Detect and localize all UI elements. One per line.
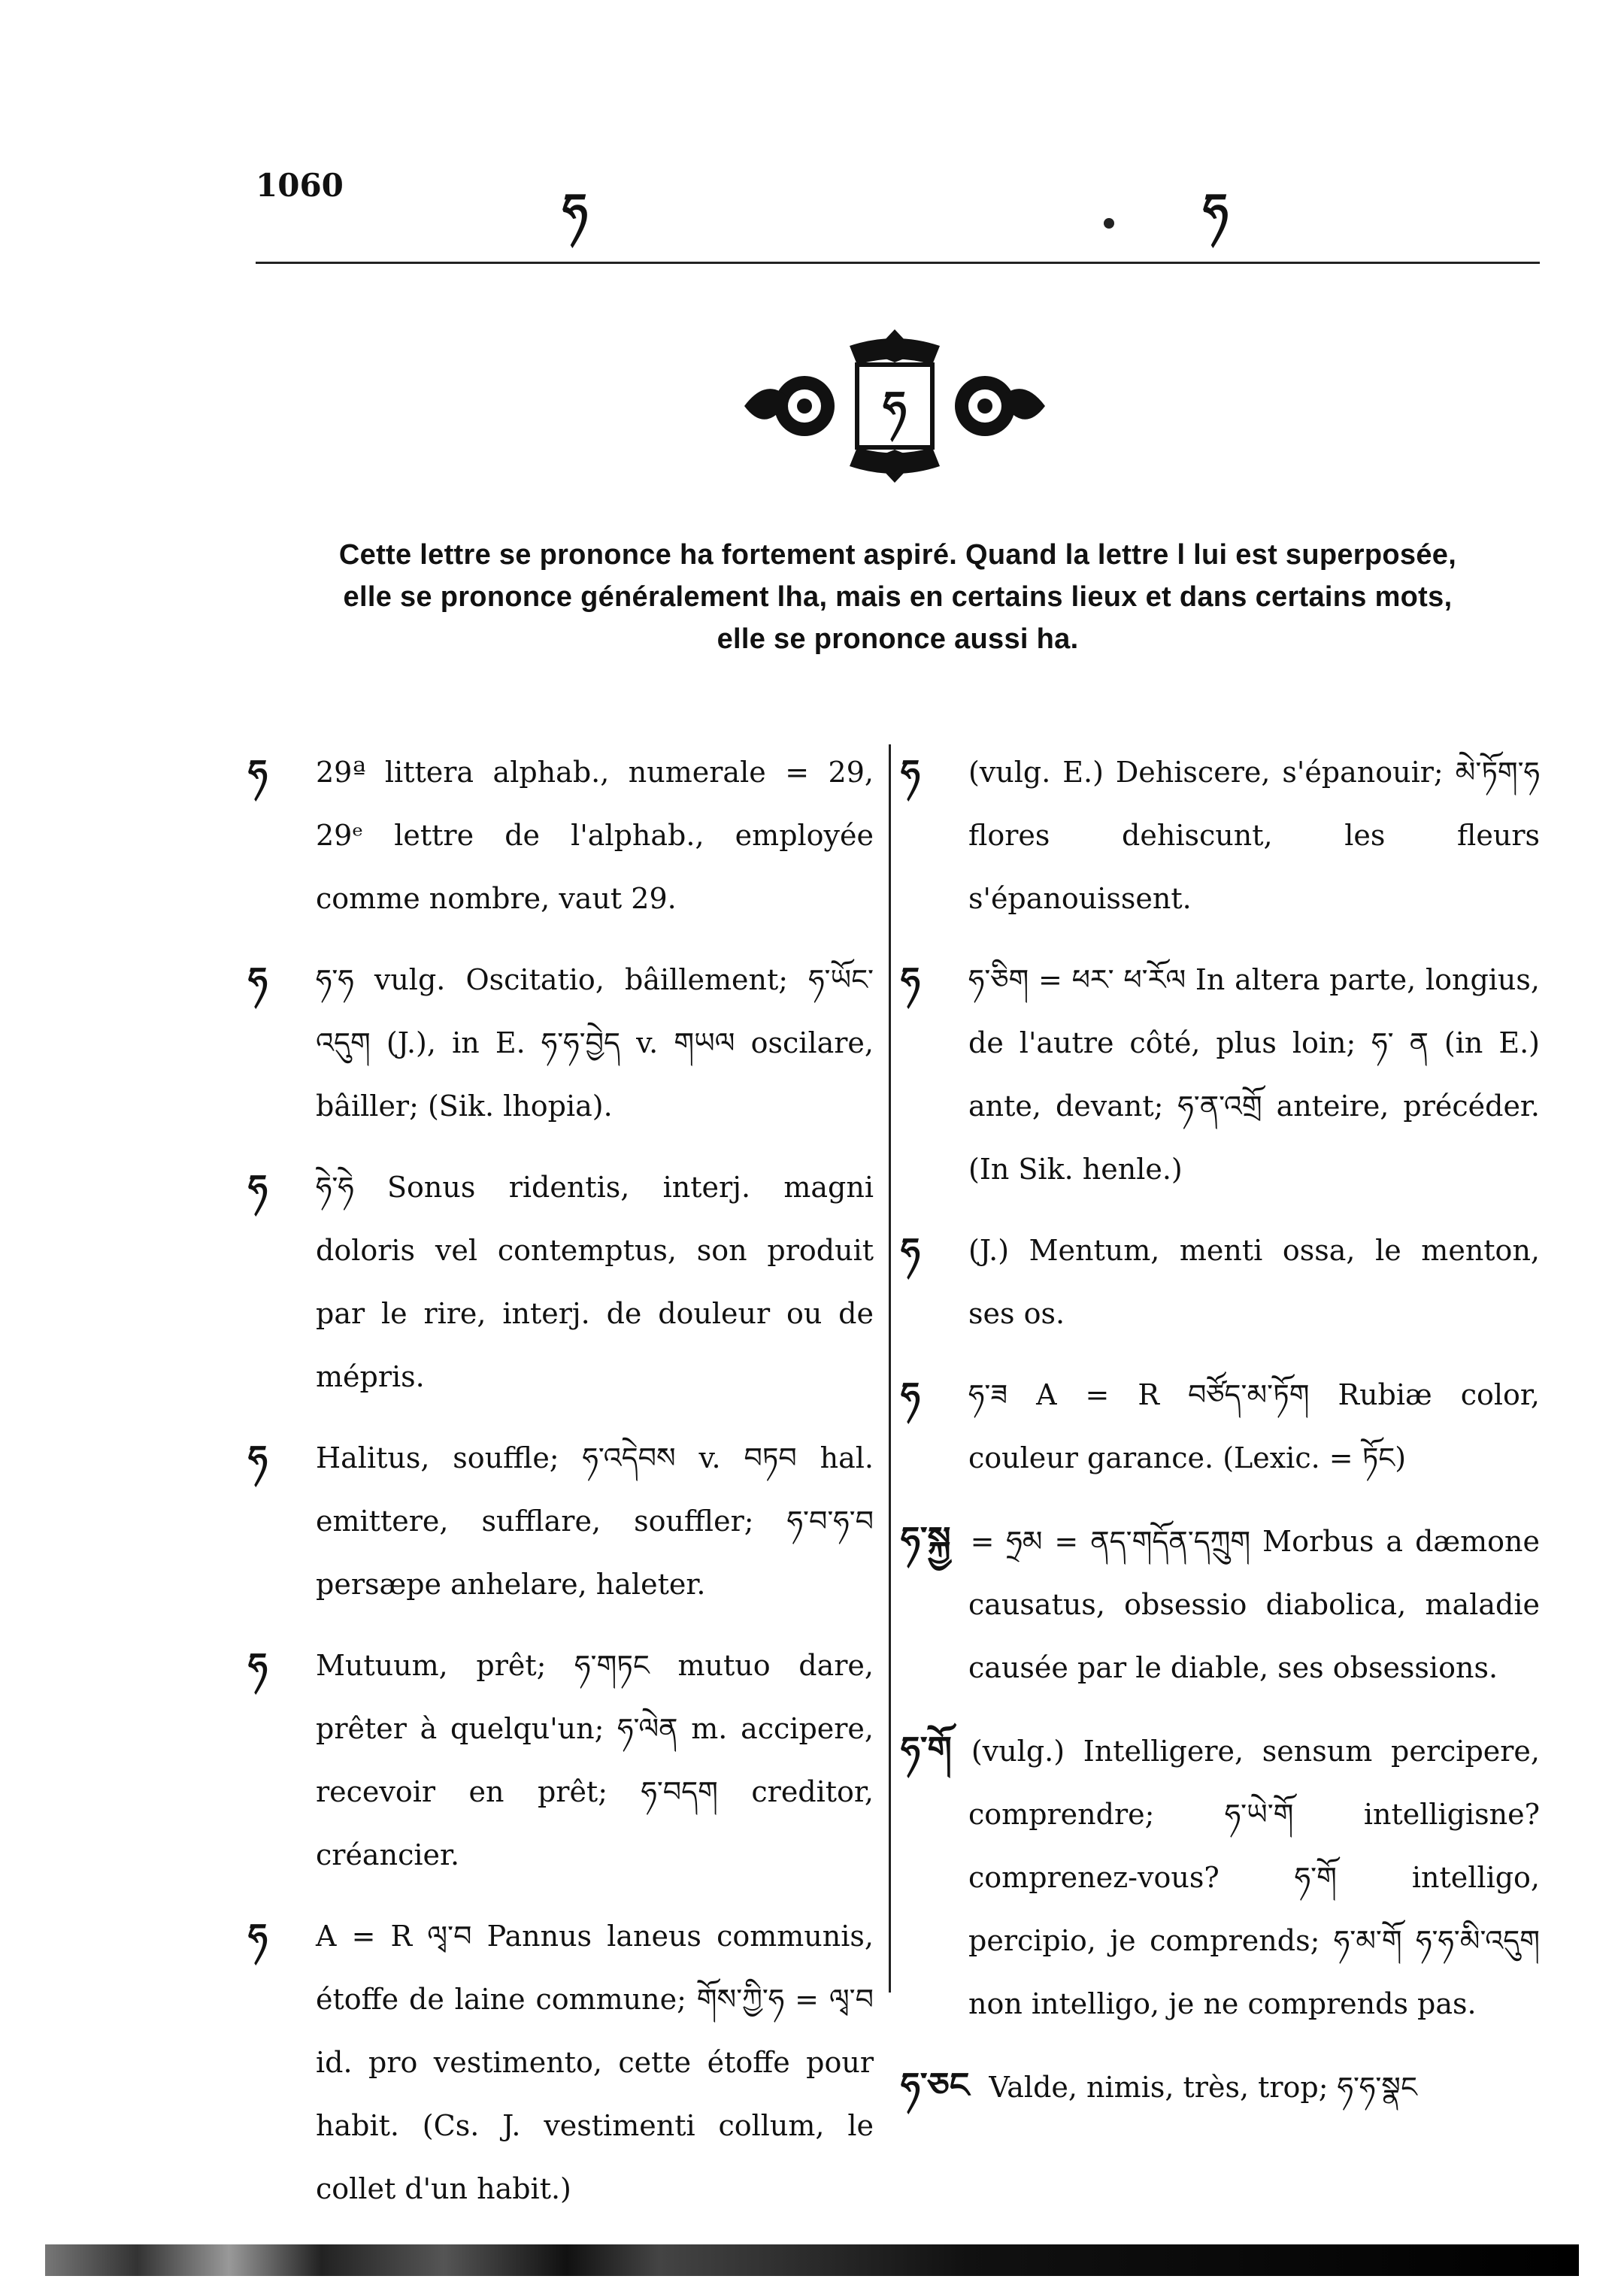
entry-text: (vulg. E.) Dehiscere, s'épanouir; མེ་ཏོག་ཧ flores dehiscunt, les fleurs s'épanouissent.: [968, 756, 1540, 915]
scan-edge-band: [45, 2244, 1579, 2276]
entry-text: A = R ལྭ་བ Pannus laneus communis, étoffe de laine commune; གོས་ཀྱི་ཧ = ལྭ་བ id. pro vestimento, cette étoffe pour habit. (Cs. J. vestimenti collum, le collet d'un habit.): [316, 1920, 874, 2205]
dictionary-entry: [248, 1426, 874, 1616]
entry-headword: ཧ: [248, 1167, 268, 1208]
entry-headword: ཧ: [901, 1374, 920, 1415]
header-glyph-right: ཧ: [1203, 184, 1229, 237]
entry-text: ཧ་ཟ A = R བཙོད་མ་ཏོག Rubiæ color, couleur garance. (Lexic. = ཏོང): [968, 1378, 1540, 1474]
dictionary-entry: [248, 948, 874, 1138]
entry-headword: ཧ: [248, 1645, 268, 1686]
dictionary-entry: [248, 1634, 874, 1887]
dictionary-entry: [901, 1508, 1540, 1699]
intro-line-3: elle se prononce aussi ha.: [717, 623, 1079, 655]
dictionary-entry: [901, 1219, 1540, 1345]
entry-text: 29ª littera alphab., numerale = 29, 29ᵉ lettre de l'alphab., employée comme nombre, vaut 29.: [316, 756, 874, 915]
entry-text: Halitus, souffle; ཧ་འདེབས v. བཏབ hal. emittere, sufflare, souffler; ཧ་བ་ཧ་བ persæpe anhelare, haleter.: [316, 1441, 874, 1601]
entry-headword: ཧ་གོ: [901, 1729, 952, 1769]
entry-headword: ཧ: [248, 959, 268, 1000]
entry-headword: ཧ: [248, 752, 268, 792]
intro-line-1: Cette lettre se prononce ha fortement aspiré. Quand la lettre l lui est superposée,: [338, 539, 1457, 571]
intro-paragraph: [256, 534, 1540, 660]
entry-text: (J.) Mentum, menti ossa, le menton, ses os.: [968, 1234, 1540, 1330]
column-divider: [889, 744, 891, 1993]
entry-headword: ཧ: [248, 1438, 268, 1478]
dictionary-entry: [248, 741, 874, 930]
entry-text: Mutuum, prêt; ཧ་གཏང mutuo dare, prêter à quelqu'un; ཧ་ལེན m. accipere, recevoir en prêt; ཧ་བདག creditor, créancier.: [316, 1649, 874, 1871]
entry-text: ཧ་ཅིག = ཕར་ ཕ་རོལ In altera parte, longius, de l'autre côté, plus loin; ཧ་ ན (in E.) ante, devant; ཧ་ན་འགྲོ anteire, précéder. (In Sik. henle.): [968, 963, 1540, 1186]
left-column: [248, 741, 874, 2238]
dictionary-entry: [901, 741, 1540, 930]
entry-headword: ཧ: [901, 752, 920, 792]
entry-text: ཧ་ཧ vulg. Oscitatio, bâillement; ཧ་ཡོང་ འདུག (J.), in E. ཧ་ཧ་བྱེད v. གཡལ oscilare, bâiller; (Sik. lhopia).: [316, 963, 874, 1123]
dictionary-entry: [901, 1717, 1540, 2035]
header-dot-marker: [1104, 218, 1114, 229]
letter-ornament: [737, 323, 1053, 489]
dictionary-entry: [248, 1905, 874, 2220]
entry-headword: ཧ: [248, 1916, 268, 1956]
intro-line-2: elle se prononce généralement lha, mais en certains lieux et dans certains mots,: [343, 581, 1453, 613]
right-column: [901, 741, 1540, 2137]
dictionary-entry: [248, 1156, 874, 1408]
dictionary-entry: [901, 1363, 1540, 1490]
header-glyph-left: ཧ: [562, 184, 588, 237]
ornament-letter: ཧ: [883, 383, 907, 432]
entry-text: ཧེ་ཧེ Sonus ridentis, interj. magni doloris vel contemptus, son produit par le rire, interj. de douleur ou de mépris.: [316, 1171, 874, 1393]
dictionary-entry: [901, 2053, 1540, 2119]
header-rule: [256, 262, 1540, 264]
dictionary-entry: [901, 948, 1540, 1201]
entry-headword: ཧ: [901, 1230, 920, 1271]
entry-headword: ཧ་སྐྱ: [901, 1519, 951, 1559]
entry-text: Valde, nimis, très, trop; ཧ་ཧ་སྣང: [989, 2071, 1417, 2104]
entry-text: (vulg.) Intelligere, sensum percipere, comprendre; ཧ་ཡེ་གོ intelligisne? comprenez-vous? ཧ་གོ intelligo, percipio, je comprends; ཧ་མ་གོ ཧ་ཧ་མི་འདུག non intelligo, je ne comprends pas.: [968, 1735, 1540, 2020]
page-number: 1060: [256, 167, 344, 204]
entry-headword: ཧ་ཅང: [901, 2065, 970, 2105]
entry-text: = ཧྲམ = ནད་གདོན་དཀྲུག Morbus a dæmone causatus, obsessio diabolica, maladie causée par le diable, ses obsessions.: [968, 1525, 1540, 1684]
entry-headword: ཧ: [901, 959, 920, 1000]
